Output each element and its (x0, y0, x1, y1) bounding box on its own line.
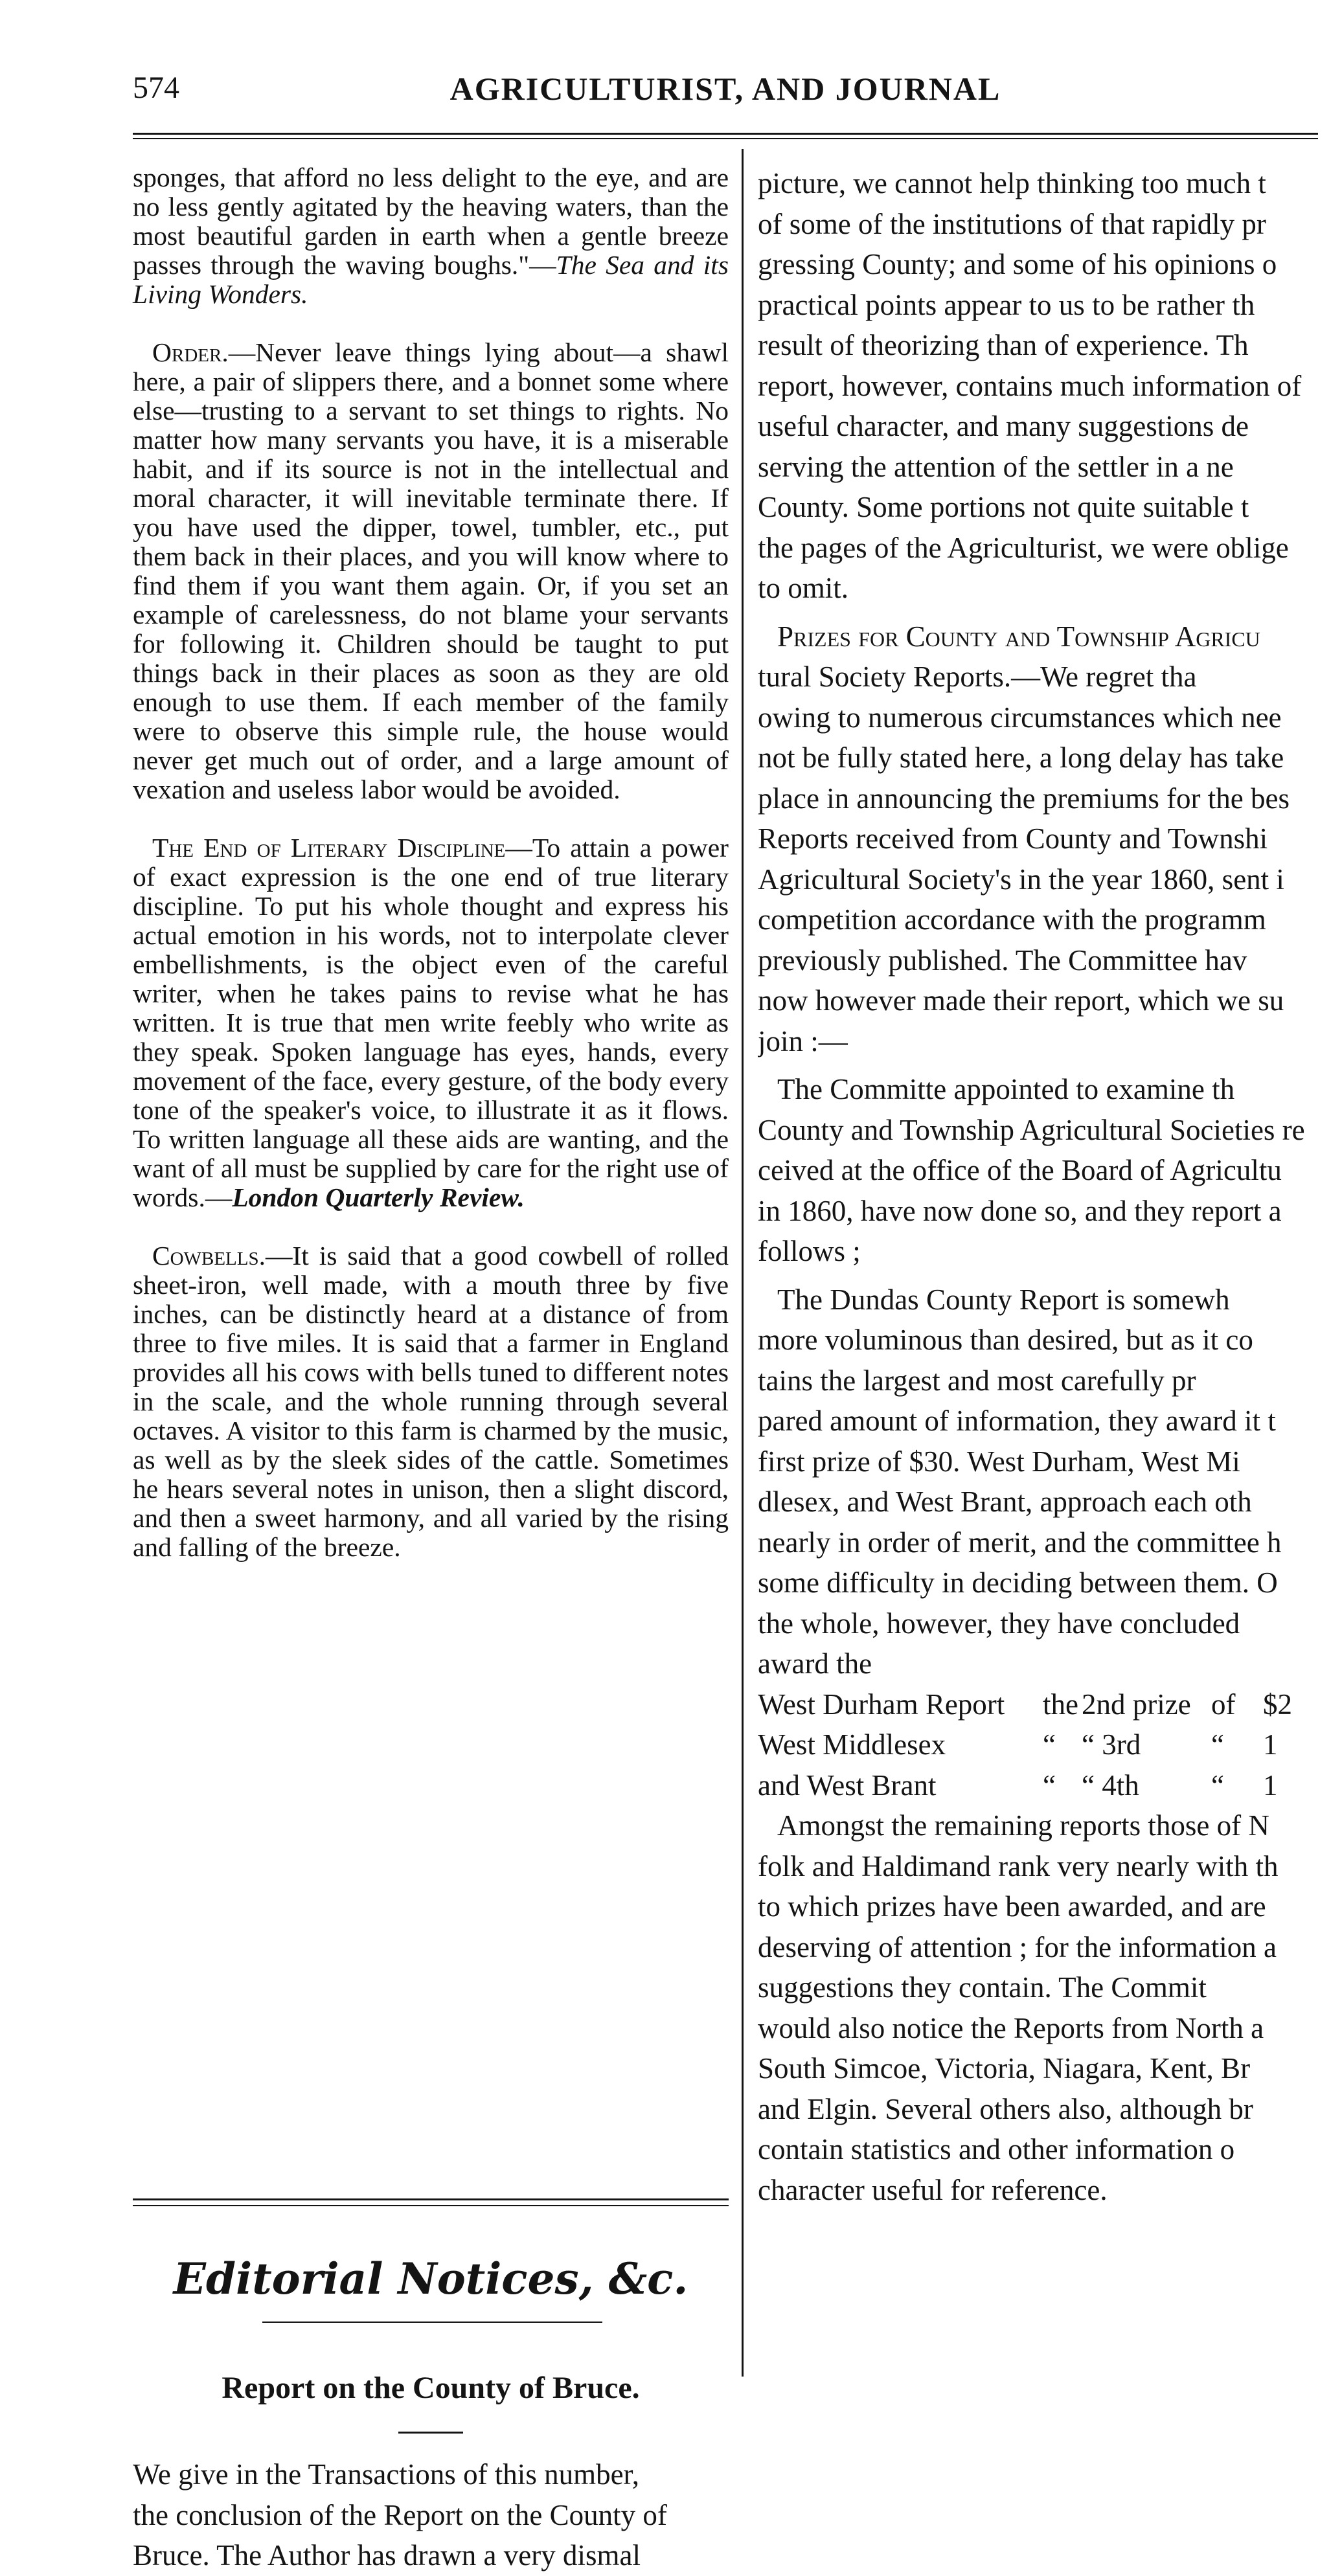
paragraph-order (133, 338, 729, 804)
prize-place: “ 4th (1082, 1768, 1139, 1802)
discipline-source: London Quarterly Review. (232, 1182, 525, 1212)
prize-amount: 1 (1263, 1728, 1278, 1761)
cowbells-title: Cowbells. (152, 1241, 266, 1271)
text-line: picture, we cannot help thinking too much t (758, 167, 1266, 199)
page-header (133, 70, 1318, 124)
page-number: 574 (133, 71, 179, 105)
paragraph-sponges (133, 163, 729, 309)
text-line: ceived at the office of the Board of Agricultu (758, 1154, 1282, 1186)
text-line: report, however, contains much information of (758, 369, 1302, 402)
prize-q1: “ (1043, 1728, 1056, 1761)
column-divider (742, 149, 744, 2377)
text-line: award the (758, 1647, 872, 1680)
prize-amount: $2 (1263, 1688, 1292, 1721)
committee-paragraph (758, 1069, 1319, 1272)
text-line: The Committe appointed to examine th (777, 1073, 1235, 1105)
text-line: tains the largest and most carefully pr (758, 1364, 1196, 1397)
text-line: The Dundas County Report is somewh (777, 1283, 1230, 1316)
right-column (758, 163, 1319, 2210)
text-line: would also notice the Reports from North a (758, 2011, 1264, 2044)
text-line: competition accordance with the programm (758, 903, 1266, 936)
dundas-paragraph (758, 1280, 1319, 1684)
remaining-paragraph (758, 1805, 1319, 2210)
intro-line: Bruce. The Author has drawn a very dismal (133, 2539, 641, 2571)
prize-place: “ 3rd (1082, 1728, 1141, 1761)
text-line: of some of the institutions of that rapidly pr (758, 207, 1266, 240)
section-heading-underline (262, 2322, 602, 2323)
text-line: dlesex, and West Brant, approach each oth (758, 1486, 1252, 1518)
report-intro (133, 2454, 729, 2576)
text-line: folk and Haldimand rank very nearly with th (758, 1849, 1279, 1882)
prize-q2: of (1211, 1688, 1236, 1721)
text-line: tural Society Reports.—We regret tha (758, 661, 1197, 693)
prize-q1: the (1043, 1688, 1078, 1721)
report-title: Report on the County of Bruce. (222, 2371, 640, 2405)
discipline-text: —To attain a power of exact expression is the one end of true literary discipline. To put his whole thought and express his actual emotion in his words, not to interpolate clever embellishments, is the object even of the careful writer, when he takes pains to revise what he has written. It is true that men write feebly who write as they speak. Spoken language has eyes, hands, every movement of the face, every gesture, of the body every tone of the speaker's voice, to illustrate it as it flows. To written language all these aids are wanting, and the want of all must be supplied by care for the right use of words.— (133, 833, 729, 1212)
text-line: join :— (758, 1024, 848, 1057)
header-rule-top (133, 133, 1318, 135)
text-line: gressing County; and some of his opinions o (758, 248, 1277, 280)
text-line: practical points appear to us to be rather th (758, 288, 1255, 321)
text-line: follows ; (758, 1235, 861, 1267)
text-line: character useful for reference. (758, 2173, 1108, 2206)
text-line: County and Township Agricultural Societies re (758, 1113, 1305, 1146)
text-line: serving the attention of the settler in a ne (758, 450, 1234, 483)
paragraph-literary-discipline (133, 833, 729, 1212)
text-line: contain statistics and other information o (758, 2133, 1235, 2165)
sponges-source: The Sea and its Living Wonders. (133, 250, 729, 309)
text-line: and Elgin. Several others also, although br (758, 2092, 1253, 2125)
text-line: more voluminous than desired, but as it co (758, 1324, 1253, 1356)
cowbells-text: —It is said that a good cowbell of rolled sheet-iron, well made, with a mouth three by five inches, can be distinctly heard at a distance of from three to five miles. It is said that a farmer in England provides all his cows with bells tuned to different notes in the scale, and the whole running through several octaves. A visitor to this farm is charmed by the music, as well as by the sleek sides of the cattle. Sometimes he hears several notes in unison, then a slight discord, and then a sweet harmony, and all varied by the rising and falling of the breeze. (133, 1241, 729, 1562)
prize-q1: “ (1043, 1768, 1056, 1802)
prize-amount: 1 (1263, 1768, 1278, 1802)
text-line: in 1860, have now done so, and they report a (758, 1194, 1282, 1227)
text-line: to omit. (758, 572, 849, 604)
text-line: nearly in order of merit, and the committee h (758, 1526, 1282, 1559)
text-line: now however made their report, which we su (758, 984, 1284, 1017)
prizes-paragraph (758, 616, 1319, 1062)
table-row (758, 1724, 1292, 1765)
prize-place: 2nd prize (1082, 1688, 1191, 1721)
text-line: County. Some portions not quite suitable t (758, 491, 1249, 523)
bruce-continuation (758, 163, 1319, 609)
text-line: first prize of $30. West Durham, West Mi (758, 1445, 1240, 1478)
title-dash (398, 2432, 463, 2434)
text-line: South Simcoe, Victoria, Niagara, Kent, Br (758, 2052, 1251, 2085)
text-line: deserving of attention ; for the information a (758, 1930, 1277, 1963)
text-line: suggestions they contain. The Commit (758, 1971, 1207, 2004)
paragraph-cowbells (133, 1241, 729, 1562)
text-line: owing to numerous circumstances which nee (758, 701, 1282, 734)
text-line: not be fully stated here, a long delay has take (758, 741, 1284, 774)
left-column (133, 163, 729, 1562)
running-head: AGRICULTURIST, AND JOURNAL (449, 71, 1001, 107)
prize-name: West Durham Report (758, 1688, 1005, 1721)
text-line: Agricultural Society's in the year 1860, sent i (758, 863, 1284, 896)
intro-line: the conclusion of the Report on the County of (133, 2498, 667, 2531)
sponges-text: sponges, that afford no less delight to the eye, and are no less gently agitated by the heaving waters, than the most beautiful garden in earth when a gentle breeze passes through the waving boughs."— (133, 163, 729, 280)
section-rule-top (133, 2198, 729, 2200)
text-line: useful character, and many suggestions de (758, 410, 1249, 442)
section-heading: Editorial Notices, &c. (173, 2254, 688, 2304)
prize-q2: “ (1211, 1768, 1224, 1802)
header-rule-bottom (133, 138, 1318, 139)
table-row (758, 1684, 1292, 1725)
table-row (758, 1765, 1292, 1806)
text-line: some difficulty in deciding between them. O (758, 1566, 1278, 1599)
text-line: result of theorizing than of experience. Th (758, 329, 1249, 361)
text-line: to which prizes have been awarded, and are (758, 1890, 1266, 1923)
text-line: Reports received from County and Townshi (758, 822, 1268, 855)
section-rule-bottom (133, 2205, 729, 2206)
text-line: the pages of the Agriculturist, we were oblige (758, 531, 1289, 564)
prizes-heading: Prizes for County and Township Agricu (777, 620, 1260, 653)
intro-line: We give in the Transactions of this number, (133, 2458, 639, 2491)
text-line: Amongst the remaining reports those of N (777, 1809, 1269, 1842)
prize-name: West Middlesex (758, 1728, 946, 1761)
text-line: previously published. The Committee hav (758, 943, 1247, 977)
text-line: pared amount of information, they award it t (758, 1405, 1276, 1437)
prize-name: and West Brant (758, 1768, 937, 1802)
prize-table (758, 1684, 1292, 1806)
prize-q2: “ (1211, 1728, 1224, 1761)
text-line: place in announcing the premiums for the bes (758, 782, 1290, 815)
order-text: —Never leave things lying about—a shawl here, a pair of slippers there, and a bonnet some where else—trusting to a servant to set things to rights. No matter how many servants you have, it is a miserable habit, and if its source is not in the intellectual and moral character, it will inevitable terminate there. If you have used the dipper, towel, tumbler, etc., put them back in their places, and you will know where to find them if you want them again. Or, if you set an example of carelessness, do not blame your servants for following it. Children should be taught to put things back in their places as soon as they are old enough to use them. If each member of the family were to observe this simple rule, the house would never get much out of order, and a large amount of vexation and useless labor would be avoided. (133, 337, 729, 804)
text-line: the whole, however, they have concluded (758, 1607, 1240, 1640)
order-title: Order. (152, 337, 229, 367)
discipline-title: The End of Literary Discipline (152, 833, 506, 863)
